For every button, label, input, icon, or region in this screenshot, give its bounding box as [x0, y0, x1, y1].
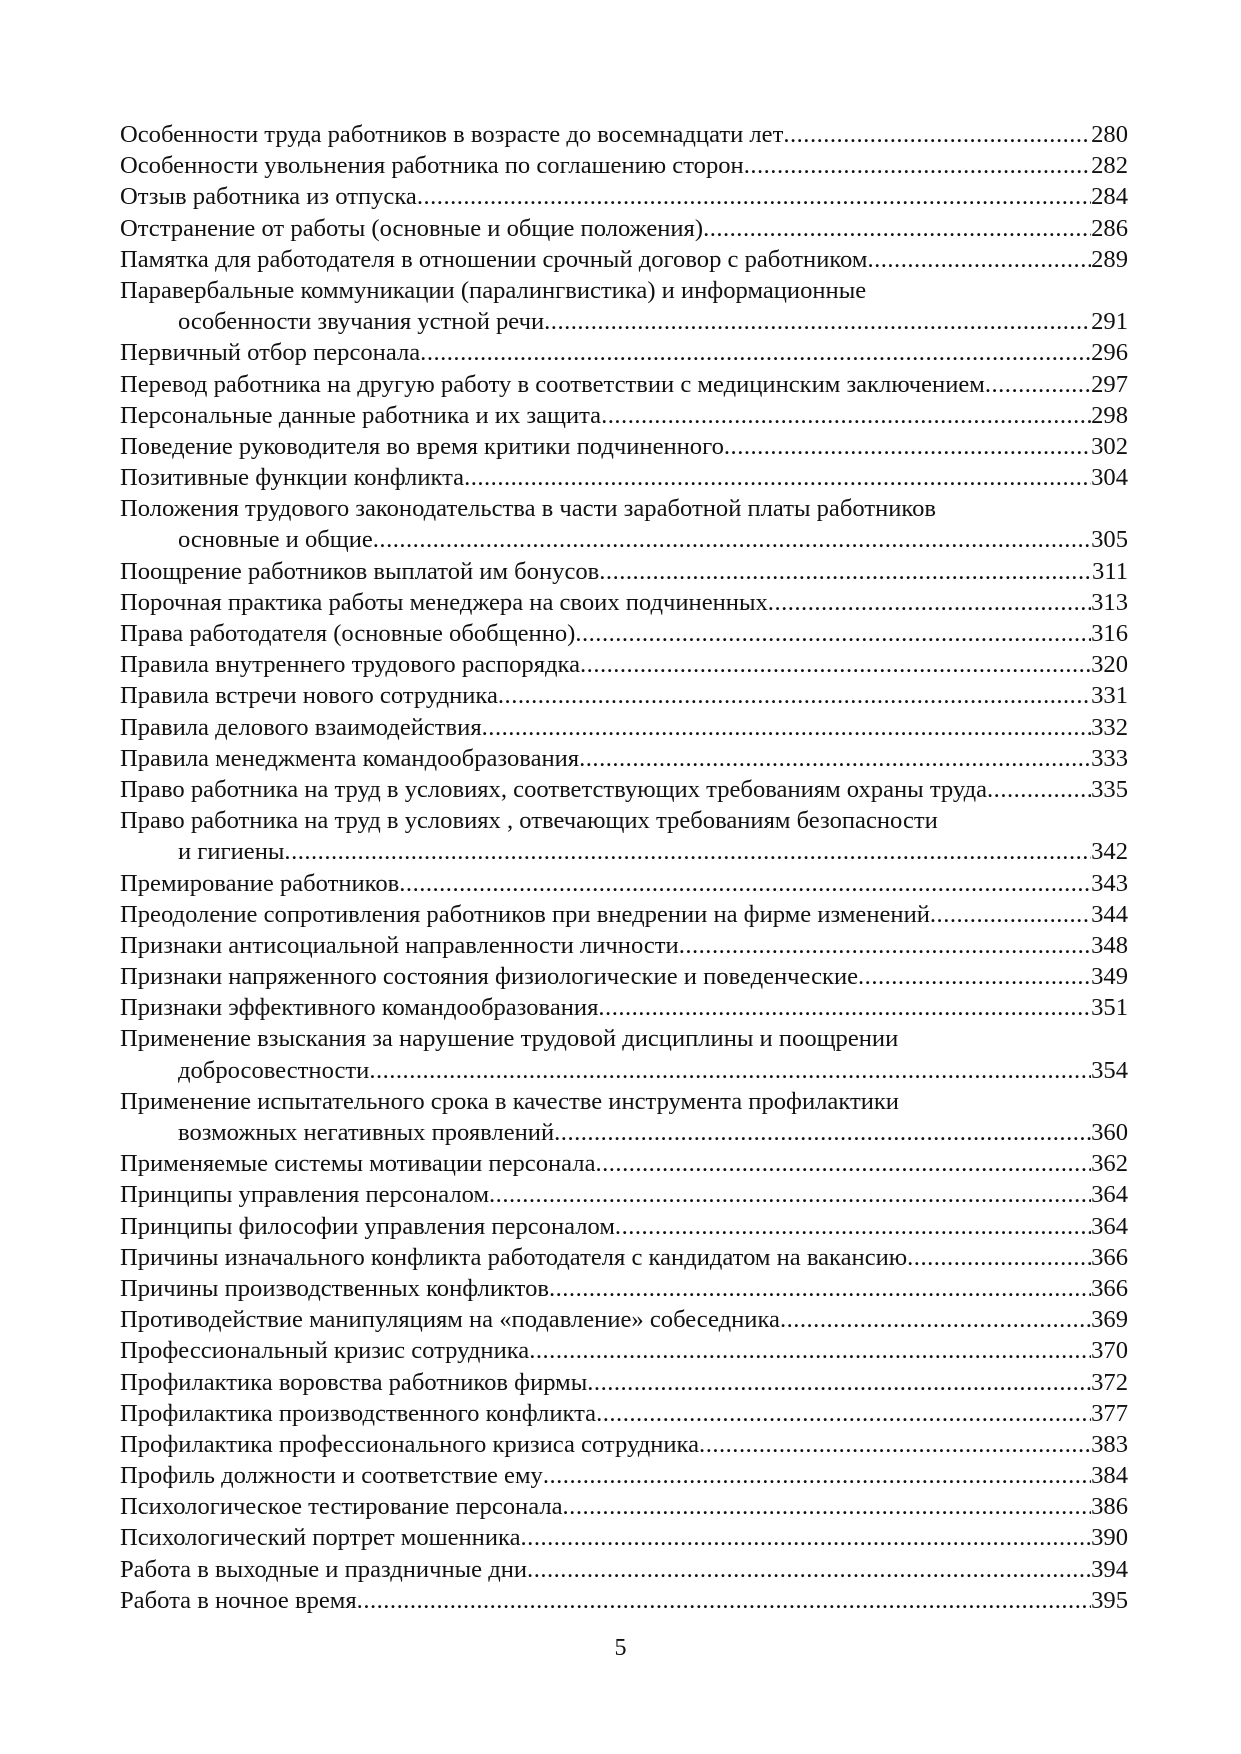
toc-entry-line	[120, 1429, 1128, 1460]
toc-entry-title: Правила внутреннего трудового распорядка	[120, 651, 581, 679]
toc-leader-dots	[417, 181, 1091, 212]
toc-leader-dots	[284, 836, 1091, 867]
toc-page-number: 348	[1091, 931, 1128, 959]
toc-leader-dots	[369, 1055, 1091, 1086]
toc-entry	[120, 1086, 1128, 1148]
toc-entry	[120, 1554, 1128, 1585]
toc-page-number: 313	[1091, 588, 1128, 616]
toc-entry-title: Профессиональный кризис сотрудника	[120, 1337, 530, 1365]
toc-page-number: 284	[1091, 183, 1128, 211]
toc-entry	[120, 369, 1128, 400]
toc-entry	[120, 680, 1128, 711]
toc-entry-line	[120, 1211, 1128, 1242]
toc-entry-line	[120, 899, 1128, 930]
toc-entry-title: Причины производственных конфликтов	[120, 1274, 549, 1302]
toc-entry-title: Права работодателя (основные обобщенно)	[120, 620, 576, 647]
toc-leader-dots	[420, 337, 1091, 368]
toc-entry-line	[120, 1086, 1128, 1117]
toc-entry	[120, 1491, 1128, 1522]
toc-page-number: 302	[1091, 432, 1128, 460]
toc-entry-line	[120, 337, 1128, 368]
toc-entry-line	[120, 1585, 1128, 1616]
toc-entry-title: Применяемые системы мотивации персонала	[120, 1150, 596, 1178]
toc-leader-dots	[579, 743, 1091, 774]
toc-page-number: 289	[1091, 245, 1128, 273]
toc-entry-line	[120, 1522, 1128, 1553]
toc-entry	[120, 1211, 1128, 1242]
toc-entry	[120, 743, 1128, 774]
toc-entry	[120, 1273, 1128, 1304]
toc-leader-dots	[549, 1273, 1091, 1304]
toc-entry-title: Психологический портрет мошенника	[120, 1524, 521, 1552]
toc-page-number: 320	[1091, 651, 1128, 679]
toc-leader-dots	[744, 150, 1091, 181]
toc-entry	[120, 181, 1128, 212]
toc-entry-title: Особенности труда работников в возрасте до восемнадцати лет	[120, 121, 784, 148]
toc-page-number: 366	[1091, 1274, 1128, 1302]
toc-leader-dots	[780, 1304, 1091, 1335]
toc-entry-title: Правила менеджмента командообразования	[120, 744, 580, 772]
toc-page-number: 362	[1091, 1150, 1128, 1178]
toc-entry-line	[120, 712, 1128, 743]
toc-leader-dots	[521, 1522, 1092, 1553]
toc-entry	[120, 1023, 1128, 1085]
toc-entry-line	[120, 213, 1128, 244]
toc-entry-line	[120, 1398, 1128, 1429]
toc-page-number: 351	[1091, 994, 1128, 1022]
toc-entry	[120, 992, 1128, 1023]
toc-page-number: 286	[1091, 214, 1128, 242]
toc-entry-title: Психологическое тестирование персонала	[120, 1493, 563, 1521]
toc-entry	[120, 213, 1128, 244]
toc-entry-line	[120, 181, 1128, 212]
toc-entry-title: Преодоление сопротивления работников при внедрении на фирме изменений	[120, 900, 930, 928]
toc-entry-title: Положения трудового законодательства в части заработной платы работников	[120, 495, 937, 523]
toc-entry-title: Отстранение от работы (основные и общие положения)	[120, 214, 704, 242]
toc-entry	[120, 1148, 1128, 1179]
toc-leader-dots	[599, 556, 1092, 587]
toc-leader-dots	[498, 680, 1091, 711]
toc-page-number: 282	[1091, 152, 1128, 180]
toc-page-number: 305	[1091, 526, 1128, 554]
toc-entry-line	[120, 1460, 1128, 1491]
toc-entry	[120, 1429, 1128, 1460]
toc-entry	[120, 774, 1128, 805]
toc-entry	[120, 712, 1128, 743]
toc-entry-line	[120, 1242, 1128, 1273]
toc-entry-line	[120, 1335, 1128, 1366]
toc-page-number: 280	[1091, 121, 1128, 148]
toc-leader-dots	[858, 961, 1091, 992]
toc-entry	[120, 400, 1128, 431]
toc-leader-dots	[601, 400, 1091, 431]
toc-entry	[120, 244, 1128, 275]
toc-leader-dots	[596, 1398, 1091, 1429]
toc-entry-title: Причины изначального конфликта работодателя с кандидатом на вакансию	[120, 1243, 908, 1271]
toc-entry-line	[120, 680, 1128, 711]
toc-entry-title: Поведение руководителя во время критики подчиненного	[120, 432, 724, 460]
toc-page-number: 311	[1092, 557, 1128, 585]
toc-entry-title: Правила делового взаимодействия	[120, 713, 482, 741]
toc-entry-title: Признаки эффективного командообразования	[120, 994, 599, 1022]
toc-page-number: 296	[1091, 339, 1128, 367]
toc-entry-line	[120, 556, 1128, 587]
toc-entry	[120, 1367, 1128, 1398]
toc-leader-dots	[373, 524, 1091, 555]
toc-leader-dots	[615, 1211, 1091, 1242]
toc-entry-title: возможных негативных проявлений	[178, 1119, 555, 1146]
toc-page-number: 364	[1091, 1212, 1128, 1240]
toc-page-number: 342	[1091, 838, 1128, 866]
toc-entry-title: Памятка для работодателя в отношении срочный договор с работником	[120, 245, 868, 273]
toc-leader-dots	[527, 1554, 1091, 1585]
toc-entry-title: Применение испытательного срока в качестве инструмента профилактики	[120, 1087, 899, 1115]
toc-entry-continuation	[120, 1055, 1128, 1086]
toc-page-number: 335	[1091, 775, 1128, 803]
toc-leader-dots	[575, 618, 1091, 649]
toc-entry-title: Признаки антисоциальной направленности личности	[120, 931, 679, 959]
toc-entry-line	[120, 961, 1128, 992]
toc-entry-title: Работа в выходные и праздничные дни	[120, 1555, 528, 1583]
toc-entry-line	[120, 1023, 1128, 1054]
toc-entry	[120, 1179, 1128, 1210]
toc-leader-dots	[529, 1335, 1091, 1366]
toc-entry-title: Первичный отбор персонала	[120, 339, 421, 367]
toc-entry-line	[120, 369, 1128, 400]
toc-leader-dots	[783, 119, 1091, 150]
toc-entry-line	[120, 1304, 1128, 1335]
toc-page-number: 395	[1091, 1586, 1128, 1614]
toc-page-number: 304	[1091, 464, 1128, 492]
toc-leader-dots	[489, 1179, 1091, 1210]
toc-entry-title: Применение взыскания за нарушение трудовой дисциплины и поощрении	[120, 1025, 899, 1053]
toc-leader-dots	[867, 244, 1091, 275]
toc-entry	[120, 150, 1128, 181]
toc-entry-line	[120, 150, 1128, 181]
toc-entry-line	[120, 1148, 1128, 1179]
toc-leader-dots	[482, 712, 1091, 743]
toc-entry	[120, 556, 1128, 587]
toc-page-number: 364	[1091, 1181, 1128, 1209]
toc-entry	[120, 431, 1128, 462]
toc-page-number: 298	[1091, 401, 1128, 429]
toc-entry-title: Противодействие манипуляциям на «подавление» собеседника	[120, 1306, 780, 1334]
toc-entry-title: Профилактика профессионального кризиса сотрудника	[120, 1430, 700, 1458]
toc-entry-title: Позитивные функции конфликта	[120, 464, 465, 492]
toc-entry	[120, 930, 1128, 961]
toc-entry	[120, 1242, 1128, 1273]
toc-page-number: 332	[1091, 713, 1128, 741]
toc-leader-dots	[679, 930, 1091, 961]
toc-entry-continuation	[120, 524, 1128, 555]
toc-leader-dots	[544, 306, 1091, 337]
toc-leader-dots	[580, 649, 1091, 680]
toc-entry	[120, 1304, 1128, 1335]
toc-leader-dots	[587, 1367, 1091, 1398]
toc-entry-title: Паравербальные коммуникации (паралингвистика) и информационные	[120, 276, 867, 304]
toc-entry-line	[120, 992, 1128, 1023]
toc-page-number: 384	[1091, 1462, 1128, 1490]
toc-page-number: 369	[1091, 1306, 1128, 1334]
toc-entry-title: Принципы управления персоналом	[120, 1181, 490, 1209]
toc-entry-continuation	[120, 836, 1128, 867]
toc-leader-dots	[985, 369, 1091, 400]
toc-leader-dots	[554, 1117, 1091, 1148]
toc-entry-title: Премирование работников	[120, 869, 400, 897]
toc-leader-dots	[703, 213, 1091, 244]
toc-entry	[120, 462, 1128, 493]
toc-leader-dots	[930, 899, 1091, 930]
toc-leader-dots	[724, 431, 1091, 462]
toc-leader-dots	[399, 868, 1091, 899]
toc-entry-title: Особенности увольнения работника по соглашению сторон	[120, 152, 744, 180]
toc-entry	[120, 275, 1128, 337]
toc-entry-line	[120, 119, 1128, 150]
toc-entry-line	[120, 649, 1128, 680]
toc-entry-line	[120, 868, 1128, 899]
toc-page-number: 386	[1091, 1493, 1128, 1521]
toc-entry-line	[120, 587, 1128, 618]
toc-entry-line	[120, 1491, 1128, 1522]
toc-page-number: 390	[1091, 1524, 1128, 1552]
toc-entry-title: Персональные данные работника и их защита	[120, 401, 602, 429]
toc-page-number: 360	[1091, 1119, 1128, 1146]
toc-leader-dots	[357, 1585, 1091, 1616]
toc-page-number: 344	[1091, 900, 1128, 928]
toc-entry-title: и гигиены	[178, 838, 285, 866]
table-of-contents	[120, 119, 1128, 1616]
toc-leader-dots	[987, 774, 1091, 805]
toc-entry-title: Профилактика производственного конфликта	[120, 1399, 597, 1427]
toc-leader-dots	[543, 1460, 1091, 1491]
toc-entry-title: Право работника на труд в условиях , отвечающих требованиям безопасности	[120, 807, 938, 835]
toc-page-number: 316	[1091, 620, 1128, 647]
toc-entry-title: Перевод работника на другую работу в соответствии с медицинским заключением	[120, 370, 985, 398]
toc-entry-title: Порочная практика работы менеджера на своих подчиненных	[120, 588, 768, 616]
toc-entry-line	[120, 275, 1128, 306]
toc-page-number: 297	[1091, 370, 1128, 398]
toc-page-number: 291	[1091, 308, 1128, 336]
toc-leader-dots	[768, 587, 1091, 618]
toc-page-number: 370	[1091, 1337, 1128, 1365]
page-number: 5	[614, 1635, 627, 1661]
toc-entry	[120, 618, 1128, 649]
toc-entry-title: Профиль должности и соответствие ему	[120, 1462, 543, 1490]
toc-entry-title: добросовестности	[178, 1056, 370, 1084]
toc-entry	[120, 961, 1128, 992]
toc-entry	[120, 805, 1128, 867]
toc-page-number: 343	[1091, 869, 1128, 897]
toc-entry	[120, 899, 1128, 930]
toc-entry-line	[120, 462, 1128, 493]
toc-entry-line	[120, 400, 1128, 431]
toc-entry	[120, 493, 1128, 555]
toc-entry-line	[120, 805, 1128, 836]
toc-entry	[120, 1335, 1128, 1366]
toc-entry-title: Профилактика воровства работников фирмы	[120, 1368, 588, 1396]
toc-entry-line	[120, 1554, 1128, 1585]
toc-entry	[120, 1460, 1128, 1491]
toc-page-number: 394	[1091, 1555, 1128, 1583]
toc-page-number: 349	[1091, 963, 1128, 991]
toc-leader-dots	[563, 1491, 1092, 1522]
toc-entry	[120, 1522, 1128, 1553]
toc-entry-line	[120, 431, 1128, 462]
toc-entry-title: Признаки напряженного состояния физиологические и поведенческие	[120, 963, 859, 991]
toc-page-number: 331	[1091, 682, 1128, 710]
toc-entry-line	[120, 743, 1128, 774]
toc-entry-title: Работа в ночное время	[120, 1586, 357, 1614]
toc-entry	[120, 1398, 1128, 1429]
toc-page-number: 383	[1091, 1430, 1128, 1458]
toc-leader-dots	[598, 992, 1091, 1023]
toc-entry-title: особенности звучания устной речи	[178, 308, 545, 336]
toc-entry-line	[120, 244, 1128, 275]
toc-leader-dots	[907, 1242, 1091, 1273]
toc-entry-line	[120, 618, 1128, 649]
toc-entry	[120, 337, 1128, 368]
toc-entry	[120, 1585, 1128, 1616]
toc-entry-title: Право работника на труд в условиях, соответствующих требованиям охраны труда	[120, 775, 988, 803]
toc-entry	[120, 649, 1128, 680]
toc-entry-title: основные и общие	[178, 526, 373, 554]
toc-entry-title: Поощрение работников выплатой им бонусов	[120, 557, 600, 585]
toc-entry-continuation	[120, 1117, 1128, 1148]
toc-entry-title: Принципы философии управления персоналом	[120, 1212, 615, 1240]
toc-page-number: 333	[1091, 744, 1128, 772]
toc-entry-line	[120, 493, 1128, 524]
toc-entry-continuation	[120, 306, 1128, 337]
toc-entry	[120, 119, 1128, 150]
toc-entry-title: Отзыв работника из отпуска	[120, 183, 417, 211]
toc-entry-line	[120, 774, 1128, 805]
toc-leader-dots	[464, 462, 1091, 493]
toc-page-number: 366	[1091, 1243, 1128, 1271]
toc-leader-dots	[595, 1148, 1091, 1179]
toc-entry-line	[120, 1179, 1128, 1210]
toc-page-number: 354	[1091, 1056, 1128, 1084]
toc-page-number: 372	[1091, 1368, 1128, 1396]
toc-entry-line	[120, 1273, 1128, 1304]
toc-entry-title: Правила встречи нового сотрудника	[120, 682, 498, 710]
toc-entry	[120, 587, 1128, 618]
toc-entry	[120, 868, 1128, 899]
toc-entry-line	[120, 930, 1128, 961]
toc-page-number: 377	[1091, 1399, 1128, 1427]
toc-leader-dots	[699, 1429, 1091, 1460]
toc-entry-line	[120, 1367, 1128, 1398]
